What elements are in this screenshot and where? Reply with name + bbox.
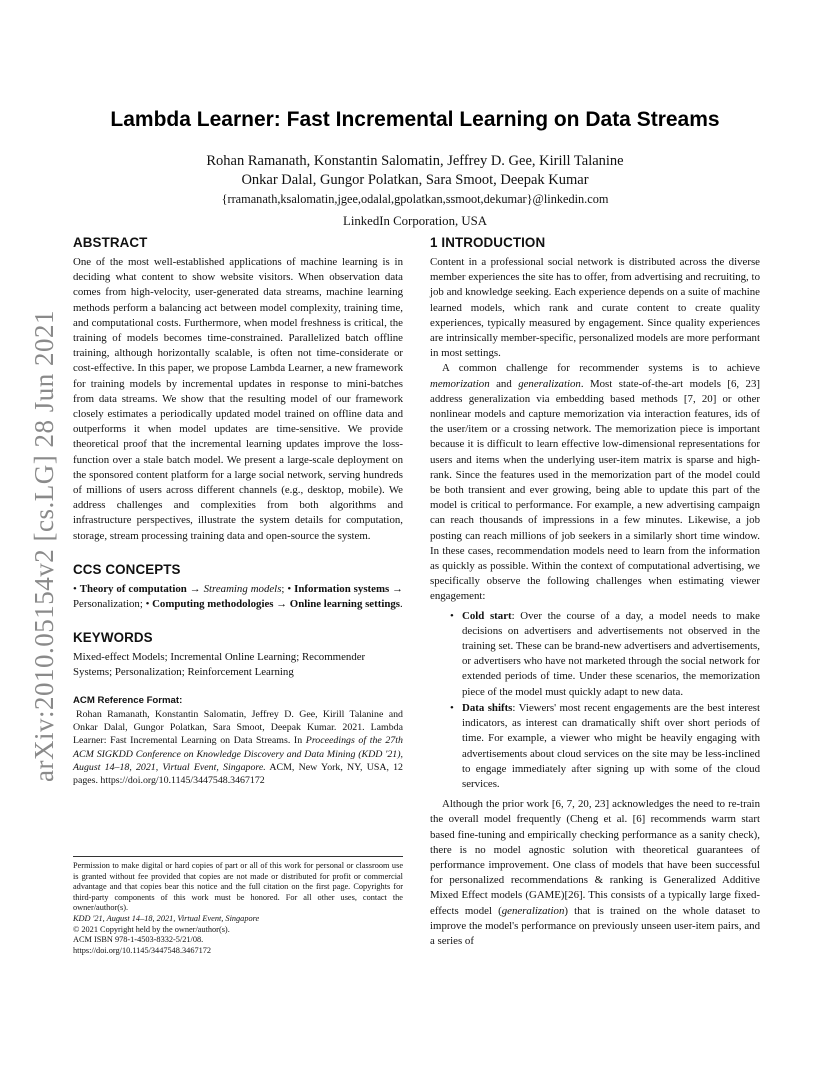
acm-reference-text bbox=[73, 708, 403, 788]
list-item: • Data shifts: Viewers' most recent engagements are the best interest indicators, as interest can dramatically shift over short periods of time. For example, a viewer who might be heavily engaging with advertisements about cloud services on the site may be less-inclined to engage immediately after signing up with some of the cloud services. bbox=[462, 701, 760, 792]
intro-paragraph-3: Although the prior work [6, 7, 20, 23] acknowledges the need to re-train the overall model frequently (Cheng et al. [6] recommends warm start based fine-tuning and empirically checking performance as a sanity check), there is no model agnostic solution with theoretical guarantees of performance improvement. One class of models that have been successful for personalized recommendations & ranking is Generalized Additive Mixed Effect models (GAME)[26]. This consists of a typically large fixed-effects model (generalization) that is trained on the whole dataset to improve the model's performance on previously unseen user-item pairs, and a series of bbox=[430, 798, 760, 947]
abstract-text: One of the most well-established applications of machine learning is in deciding what content to show website visitors. When observation data comes from high-velocity, user-generated data streams, machine learning methods perform a balancing act between model complexity, training time, and computational costs. Furthermore, when model freshness is critical, the training of models becomes time-constrained. Parallelized batch offline training, although horizontally scalable, is often not time-considerate or cost-effective. In this paper, we propose Lambda Learner, a new framework for training models by incremental updates in response to mini-batches from data streams. We show that the resulting model of our framework closely estimates a periodically updated model trained on offline data and outperforms it when model updates are time-sensitive. We provide theoretical proof that the incremental learning updates improve the loss-function over a stale batch model. We present a large-scale deployment on the sponsored content platform for a large social network, serving hundreds of millions of users across different channels (e.g., desktop, mobile). We address challenges and complexities from both algorithms and infrastructure perspectives, illustrate the system details for computation, storage, stream processing training data and open-source the system. bbox=[73, 256, 403, 542]
acm-ref-pre: Rohan Ramanath, Konstantin Salomatin, Jeffrey D. Gee, Kirill Talanine and Onkar Dalal, Gungor Polatkan, Sara Smoot, Deepak Kumar. 2021. Lambda Learner: Fast Incremental Learning on Data Streams. In bbox=[73, 708, 403, 747]
abstract-section bbox=[73, 235, 403, 544]
acm-reference-heading: ACM Reference Format: bbox=[73, 694, 183, 706]
ccs-term-3: Computing methodologies bbox=[152, 598, 274, 611]
author-line-2: Onkar Dalal, Gungor Polatkan, Sara Smoot, Deepak Kumar bbox=[241, 172, 589, 188]
keywords-heading: KEYWORDS bbox=[73, 630, 153, 646]
challenge-list bbox=[430, 609, 760, 792]
intro-heading: 1 INTRODUCTION bbox=[430, 235, 546, 250]
ccs-heading: CCS CONCEPTS bbox=[73, 561, 181, 577]
paper-title: Lambda Learner: Fast Incremental Learning on Data Streams bbox=[110, 108, 720, 131]
author-block bbox=[70, 152, 760, 231]
copyright-venue: KDD '21, August 14–18, 2021, Virtual Event, Singapore bbox=[73, 913, 260, 923]
ccs-term-2: Information systems bbox=[294, 582, 390, 595]
ccs-sub-1: Streaming models bbox=[203, 582, 282, 595]
arxiv-stamp: arXiv:2010.05154v2 [cs.LG] 28 Jun 2021 bbox=[29, 310, 59, 782]
acm-reference-section bbox=[73, 695, 403, 788]
right-column bbox=[430, 235, 760, 949]
ccs-term-1: Theory of computation bbox=[79, 582, 187, 595]
copyright-owner: © 2021 Copyright held by the owner/author(s). bbox=[73, 924, 230, 934]
acm-ref-post: ACM, New York, NY, USA, 12 pages. https://doi.org/10.1145/3447548.3467172 bbox=[73, 761, 403, 787]
copyright-block bbox=[73, 856, 403, 956]
abstract-heading: ABSTRACT bbox=[73, 235, 148, 250]
left-column bbox=[73, 235, 403, 801]
author-line-1: Rohan Ramanath, Konstantin Salomatin, Jeffrey D. Gee, Kirill Talanine bbox=[206, 153, 624, 169]
copyright-isbn: ACM ISBN 978-1-4503-8332-5/21/08. bbox=[73, 935, 204, 945]
ccs-sub-2: Personalization bbox=[73, 598, 140, 611]
intro-paragraph-2: A common challenge for recommender systems is to achieve memorization and generalization. Most state-of-the-art models [6, 23] address generalization via embedding based methods [7, 20] or other nonlinear models and capture memorization via interaction features, ids of the user/item or a crossing network. The memorization piece is important because it is difficult to learn effective low-dimensional representations for users and items when the underlying user-item matrix is sparse and high-rank. Since the features used in the memorization part of the model could be both transient and ever growing, being able to update this part of the model is critical to performance. For example, a new advertising campaign can reach thousands of impressions in a few minutes. Likewise, a job posting can reach millions of job seekers in a similarly short time window. In these cases, recommendation models need to learn from the information as quickly as possible. Within the context of computational advertising, we specifically observe the following challenges when estimating viewer engagement: bbox=[430, 362, 760, 603]
ccs-section bbox=[73, 562, 403, 612]
author-affiliation: LinkedIn Corporation, USA bbox=[343, 214, 487, 228]
copyright-notice: Permission to make digital or hard copies of part or all of this work for personal or classroom use is granted without fee provided that copies are not made or distributed for profit or commercial advantage and that copies bear this notice and the full citation on the first page. Copyrights for third-party components of this work must be honored. For all other uses, contact the owner/author(s). bbox=[73, 861, 403, 913]
keywords-text: Mixed-effect Models; Incremental Online Learning; Recommender Systems; Personalization; Reinforcement Learning bbox=[73, 651, 366, 679]
list-item: • Cold start: Over the course of a day, a model needs to make decisions on advertisers and advertisements not observed in the training set. These can be brand-new advertisers and advertisements, or advertisers who have not marketed through the social network for extended periods of time. Under these scenarios, the memorization piece of the model must quickly adapt to new data. bbox=[462, 609, 760, 700]
ccs-term-4: Online learning settings bbox=[289, 598, 401, 611]
acm-ref-venue: Proceedings of the 27th ACM SIGKDD Conference on Knowledge Discovery and Data Mining (KDD '21), August 14–18, 2021, Virtual Event, Singapore. bbox=[73, 735, 403, 773]
copyright-doi: https://doi.org/10.1145/3447548.3467172 bbox=[73, 945, 212, 955]
ccs-text: • Theory of computation → Streaming models; • Information systems → Personalization; • Computing methodologies → Online learning settings. bbox=[73, 582, 404, 611]
author-emails: {rramanath,ksalomatin,jgee,odalal,gpolatkan,ssmoot,dekumar}@linkedin.com bbox=[221, 192, 609, 206]
intro-paragraph-1: Content in a professional social network is distributed across the diverse member experiences the site has to offer, from advertising and recruiting, to job and knowledge seeking. Each experience depends on a suite of machine learned models, which rank and curate content to create quality experiences, typically measured by engagement. Since quality experiences are intrinsically member-specific, personalized models are more performant in most settings. bbox=[430, 256, 760, 360]
keywords-section bbox=[73, 630, 403, 680]
